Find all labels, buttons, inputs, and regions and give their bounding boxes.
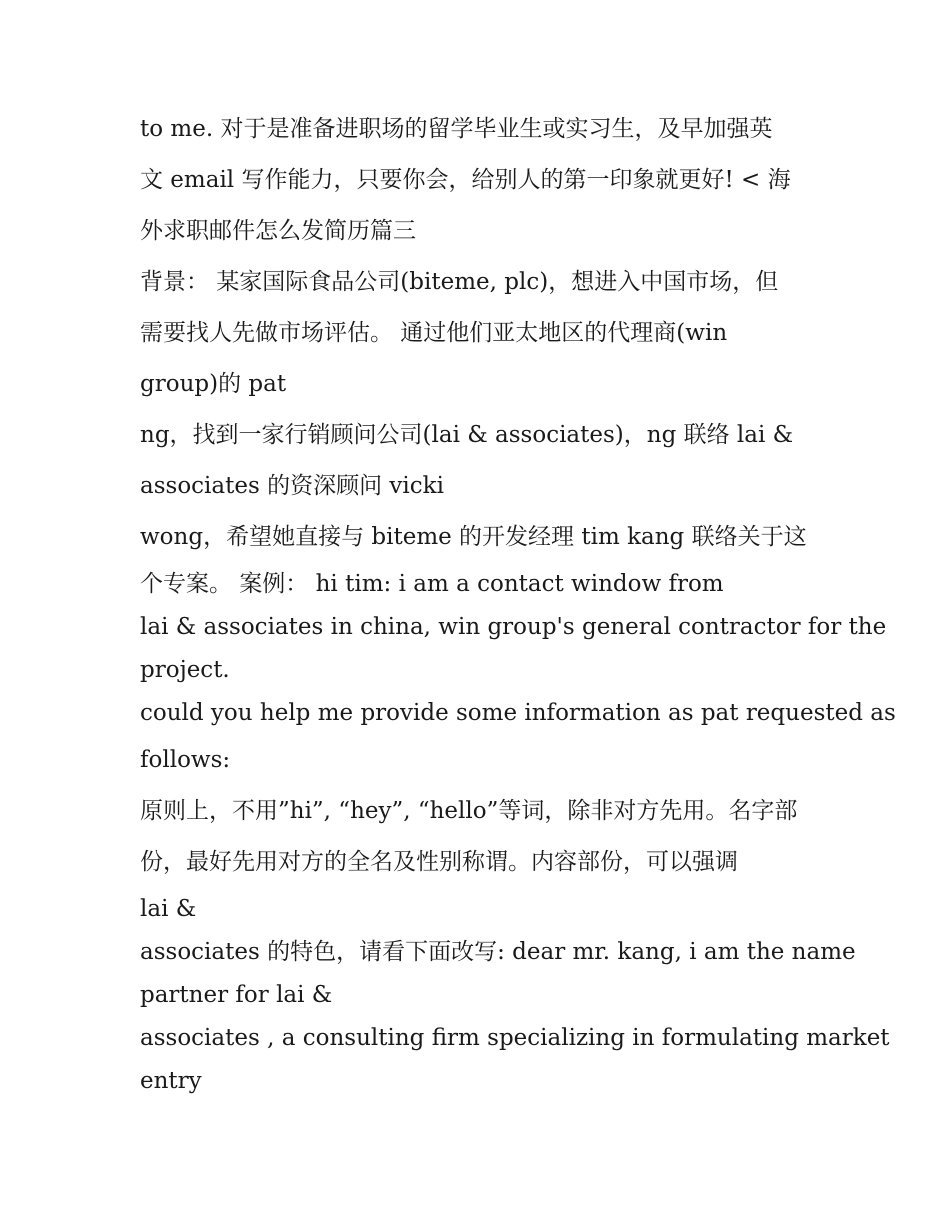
text-line: associates 的特色，请看下面改写: dear mr. kang, i am the name [140, 939, 856, 965]
text-line: project. [140, 657, 230, 683]
text-line: partner for lai & [140, 982, 333, 1008]
text-line: associates , a consulting firm specializing in formulating market [140, 1025, 890, 1051]
text-line: 文 email 写作能力，只要你会，给别人的第一印象就更好! < 海 [140, 167, 791, 193]
text-line: entry [140, 1068, 202, 1094]
text-line: ng，找到一家行销顾问公司(lai & associates)，ng 联络 lai & [140, 422, 794, 448]
text-line: 需要找人先做市场评估。 通过他们亚太地区的代理商(win [140, 320, 728, 346]
text-line: 份，最好先用对方的全名及性别称谓。内容部份，可以强调 [140, 849, 738, 875]
document-body [140, 104, 896, 1103]
text-line: 背景： 某家国际食品公司(biteme, plc)，想进入中国市场，但 [140, 269, 779, 295]
text-line: 原则上，不用”hi”, “hey”, “hello”等词，除非对方先用。名字部 [140, 798, 798, 824]
text-line: 个专案。 案例： hi tim: i am a contact window from [140, 571, 724, 597]
text-line: follows: [140, 747, 231, 773]
text-line: lai & associates in china, win group's general contractor for the [140, 614, 887, 640]
text-line: group)的 pat [140, 371, 287, 397]
text-line: associates 的资深顾问 vicki [140, 473, 444, 499]
text-line: lai & [140, 896, 197, 922]
text-line: 外求职邮件怎么发简历篇三 [140, 218, 416, 244]
text-line: wong，希望她直接与 biteme 的开发经理 tim kang 联络关于这 [140, 524, 807, 550]
text-line: to me. 对于是准备进职场的留学毕业生或实习生，及早加强英 [140, 116, 773, 142]
text-line: could you help me provide some information as pat requested as [140, 700, 896, 726]
